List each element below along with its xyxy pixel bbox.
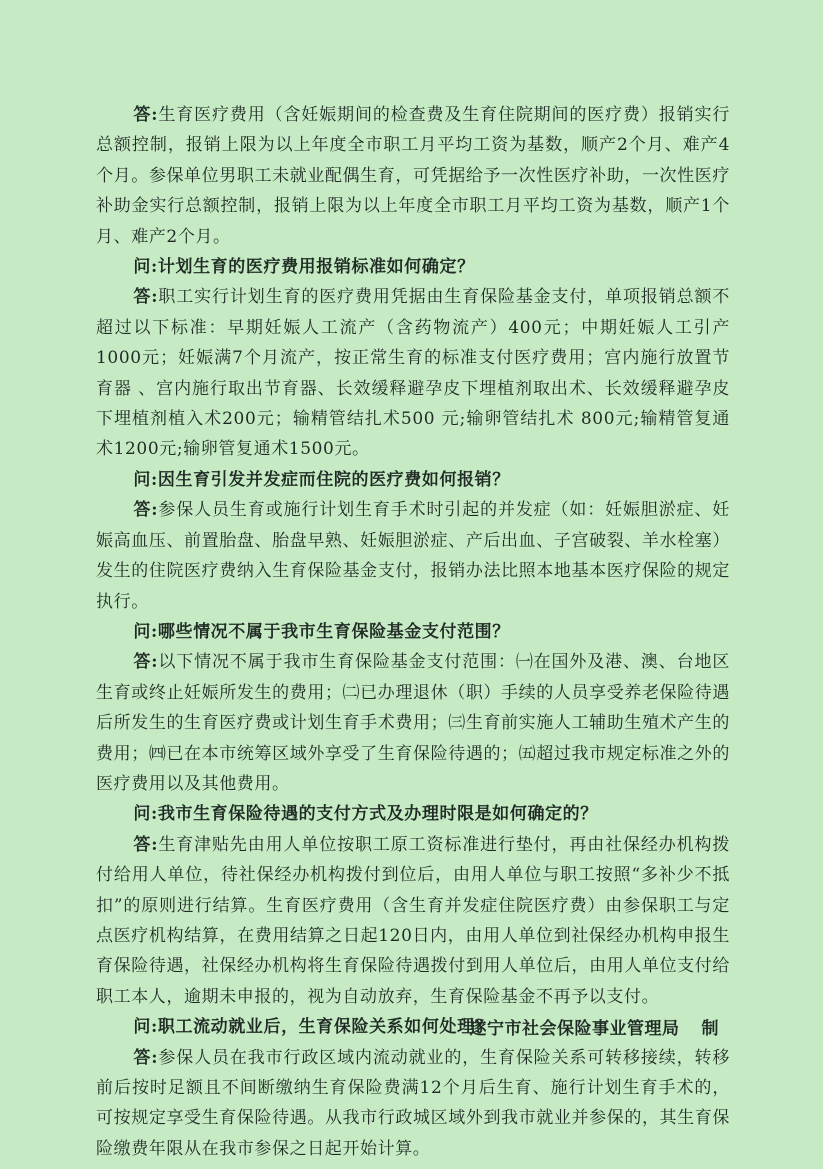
answer-label: 答:: [133, 105, 159, 125]
answer-label: 答:: [133, 500, 159, 521]
answer-text: 参保人员在我市行政区域内流动就业的，生育保险关系可转移接续，转移前后按时足额且不间断缴纳生育保险费满12个月后生育、施行计划生育手术的，可按规定享受生育保险待遇。从我市行政城区域外到我市就业并参保的，其生育保险缴费年限从在我市参保之日起开始计算。: [96, 1047, 730, 1159]
question-label: 问:: [133, 1017, 158, 1038]
answer-text: 以下情况不属于我市生育保险基金支付范围：㈠在国外及港、澳、台地区生育或终止妊娠所发生的费用；㈡已办理退休（职）手续的人员享受养老保险待遇后所发生的生育医疗费或计划生育手术费用；㈢生育前实施人工辅助生殖术产生的费用；㈣已在本市统筹区域外享受了生育保险待遇的；㈤超过我市规定标准之外的医疗费用以及其他费用。: [96, 652, 730, 794]
answer-text: 生育津贴先由用人单位按职工原工资标准进行垫付，再由社保经办机构拨付给用人单位，待社保经办机构拨付到位后，由用人单位与职工按照“多补少不抵扣”的原则进行结算。生育医疗费用（含生育并发症住院医疗费）由参保职工与定点医疗机构结算，在费用结算之日起120日内，由用人单位到社保经办机构申报生育保险待遇，社保经办机构将生育保险待遇拨付到用人单位后，由用人单位支付给职工本人，逾期未申报的，视为自动放弃，生育保险基金不再予以支付。: [96, 834, 730, 1007]
answer-label: 答:: [133, 652, 159, 673]
answer-label: 答:: [133, 287, 159, 308]
question-text: 计划生育的医疗费用报销标准如何确定？: [157, 257, 475, 278]
answer-paragraph: [96, 1043, 730, 1165]
question-label: 问:: [133, 621, 158, 642]
issuer-signature: [470, 1014, 720, 1039]
answer-paragraph: [96, 495, 730, 617]
answer-label: 答:: [133, 834, 159, 855]
answer-paragraph: [96, 282, 730, 464]
answer-text: 参保人员生育或施行计划生育手术时引起的并发症（如：妊娠胆淤症、妊娠高血压、前置胎盘、胎盘早熟、妊娠胆淤症、产后出血、子宫破裂、羊水栓塞）发生的住院医疗费纳入生育保险基金支付，报销办法比照本地基本医疗保险的规定执行。: [96, 500, 730, 612]
question-text: 哪些情况不属于我市生育保险基金支付范围？: [157, 621, 510, 642]
answer-paragraph: [96, 830, 730, 1012]
issuer-org: 遂宁市社会保险事业管理局: [469, 1019, 680, 1039]
answer-label: 答:: [133, 1047, 159, 1068]
question-text: 因生育引发并发症而住院的医疗费如何报销？: [157, 469, 510, 490]
question-paragraph: [96, 799, 730, 829]
question-label: 问:: [133, 257, 158, 278]
question-paragraph: [96, 617, 730, 647]
question-text: 我市生育保险待遇的支付方式及办理时限是如何确定的？: [157, 804, 598, 825]
question-paragraph: [96, 252, 730, 282]
question-paragraph: [96, 465, 730, 495]
answer-text: 生育医疗费用（含妊娠期间的检查费及生育住院期间的医疗费）报销实行总额控制，报销上限为以上年度全市职工月平均工资为基数，顺产2个月、难产4个月。参保单位男职工未就业配偶生育，可凭据给予一次性医疗补助，一次性医疗补助金实行总额控制，报销上限为以上年度全市职工月平均工资为基数，顺产1个月、难产2个月。: [96, 105, 730, 247]
answer-paragraph: [96, 647, 730, 799]
answer-text: 职工实行计划生育的医疗费用凭据由生育保险基金支付，单项报销总额不超过以下标准：早期妊娠人工流产（含药物流产）400元；中期妊娠人工引产1000元；妊娠满7个月流产，按正常生育的标准支付医疗费用；宫内施行放置节育器 、宫内施行取出节育器、长效缓释避孕皮下埋植剂取出术、长效缓释避孕皮下埋植剂植入术200元；输精管结扎术500 元;输卵管结扎术 800元;输精管复通术1200元;输卵管复通术1500元。: [96, 287, 730, 460]
document-body: [96, 100, 730, 1164]
issuer-suffix: 制: [701, 1019, 719, 1039]
answer-paragraph: [96, 100, 730, 252]
question-text: 职工流动就业后，生育保险关系如何处理？: [157, 1017, 493, 1038]
question-label: 问:: [133, 469, 158, 490]
question-label: 问:: [133, 804, 158, 825]
